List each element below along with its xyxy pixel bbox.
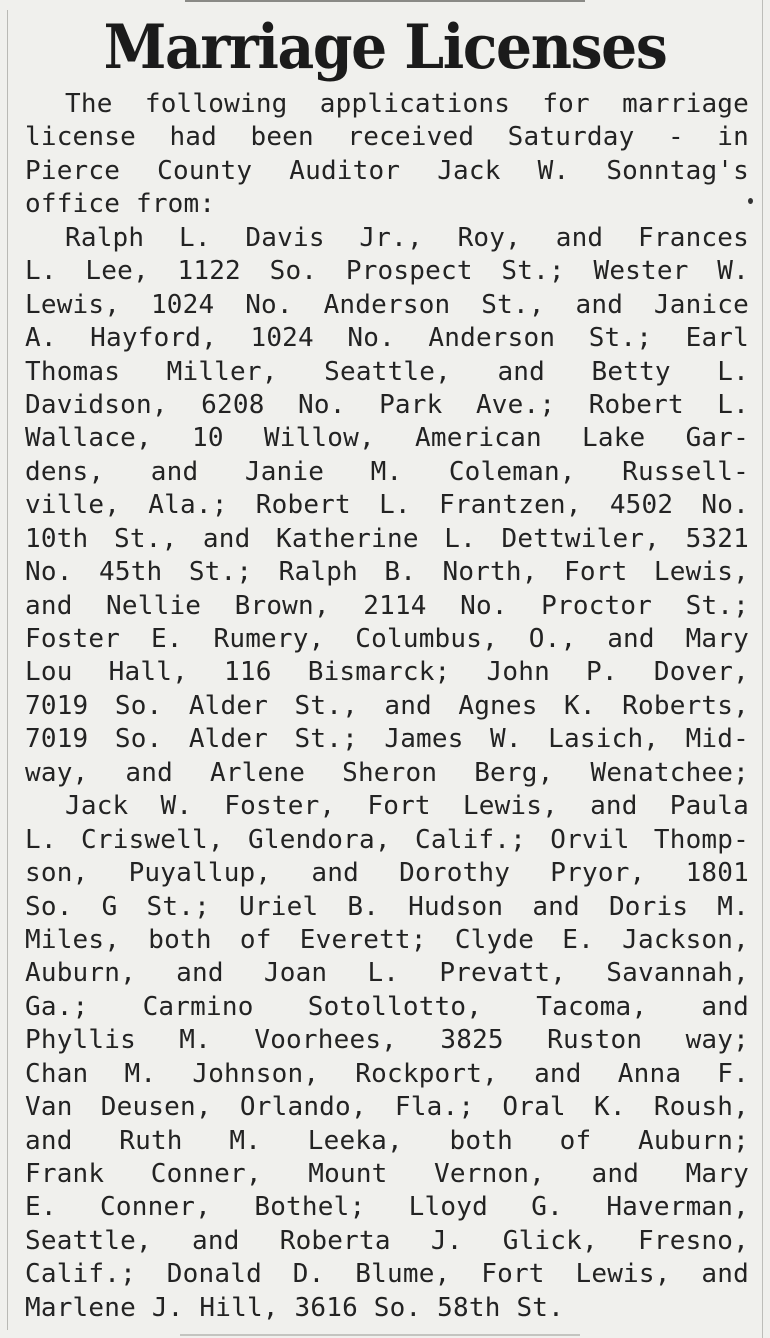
right-column-rule: [762, 0, 763, 1338]
text-line: Ga.; Carmino Sotollotto, Tacoma, and: [25, 991, 749, 1022]
text-line: and Ruth M. Leeka, both of Auburn;: [25, 1125, 749, 1156]
left-column-rule: [7, 10, 8, 1330]
text-line: Chan M. Johnson, Rockport, and Anna F.: [25, 1058, 749, 1089]
bottom-rule: [180, 1334, 580, 1336]
text-line: ville, Ala.; Robert L. Frantzen, 4502 No.: [25, 490, 749, 521]
text-line: 7019 So. Alder St.; James W. Lasich, Mid-: [25, 724, 749, 755]
text-line: Calif.; Donald D. Blume, Fort Lewis, and: [25, 1259, 749, 1290]
text-line: L. Lee, 1122 So. Prospect St.; Wester W.: [25, 256, 749, 287]
text-line: Auburn, and Joan L. Prevatt, Savannah,: [25, 958, 749, 989]
headline: Marriage Licenses: [103, 12, 667, 83]
text-line: 7019 So. Alder St., and Agnes K. Roberts,: [25, 690, 749, 721]
text-line: Seattle, and Roberta J. Glick, Fresno,: [25, 1225, 749, 1256]
text-line: L. Criswell, Glendora, Calif.; Orvil Thomp-: [25, 824, 749, 855]
text-line: Wallace, 10 Willow, American Lake Gar-: [25, 423, 749, 454]
text-line: No. 45th St.; Ralph B. North, Fort Lewis,: [25, 557, 749, 588]
text-line: So. G St.; Uriel B. Hudson and Doris M.: [25, 891, 749, 922]
text-line: office from:: [25, 189, 216, 220]
text-line: Marlene J. Hill, 3616 So. 58th St.: [25, 1292, 565, 1323]
first-paragraph: [25, 222, 749, 790]
text-line: Van Deusen, Orlando, Fla.; Oral K. Roush,: [25, 1092, 749, 1123]
text-line: Frank Conner, Mount Vernon, and Mary: [25, 1159, 749, 1189]
text-line: E. Conner, Bothel; Lloyd G. Haverman,: [25, 1192, 749, 1223]
text-line: Ralph L. Davis Jr., Roy, and Frances: [65, 222, 749, 253]
text-line: 10th St., and Katherine L. Dettwiler, 5321: [25, 523, 749, 554]
text-line: license had been received Saturday - in: [25, 122, 749, 153]
text-line: and Nellie Brown, 2114 No. Proctor St.;: [25, 590, 749, 621]
text-line: Foster E. Rumery, Columbus, O., and Mary: [25, 624, 749, 654]
text-line: Jack W. Foster, Fort Lewis, and Paula: [65, 791, 749, 822]
second-paragraph: [25, 790, 749, 1325]
text-line: A. Hayford, 1024 No. Anderson St.; Earl: [25, 323, 749, 354]
text-line: dens, and Janie M. Coleman, Russell-: [25, 456, 749, 487]
text-line: Miles, both of Everett; Clyde E. Jackson,: [25, 924, 749, 955]
text-line: The following applications for marriage: [65, 89, 749, 119]
article-body: [25, 88, 749, 1325]
text-line: Lewis, 1024 No. Anderson St., and Janice: [25, 289, 749, 320]
text-line: Thomas Miller, Seattle, and Betty L.: [25, 356, 749, 387]
intro-paragraph: [25, 88, 749, 222]
text-line: son, Puyallup, and Dorothy Pryor, 1801: [25, 858, 749, 889]
text-line: Pierce County Auditor Jack W. Sonntag's: [25, 155, 749, 186]
text-line: Phyllis M. Voorhees, 3825 Ruston way;: [25, 1025, 749, 1056]
text-line: Davidson, 6208 No. Park Ave.; Robert L.: [25, 389, 749, 420]
text-line: Lou Hall, 116 Bismarck; John P. Dover,: [25, 657, 749, 688]
text-line: way, and Arlene Sheron Berg, Wenatchee;: [25, 757, 749, 788]
